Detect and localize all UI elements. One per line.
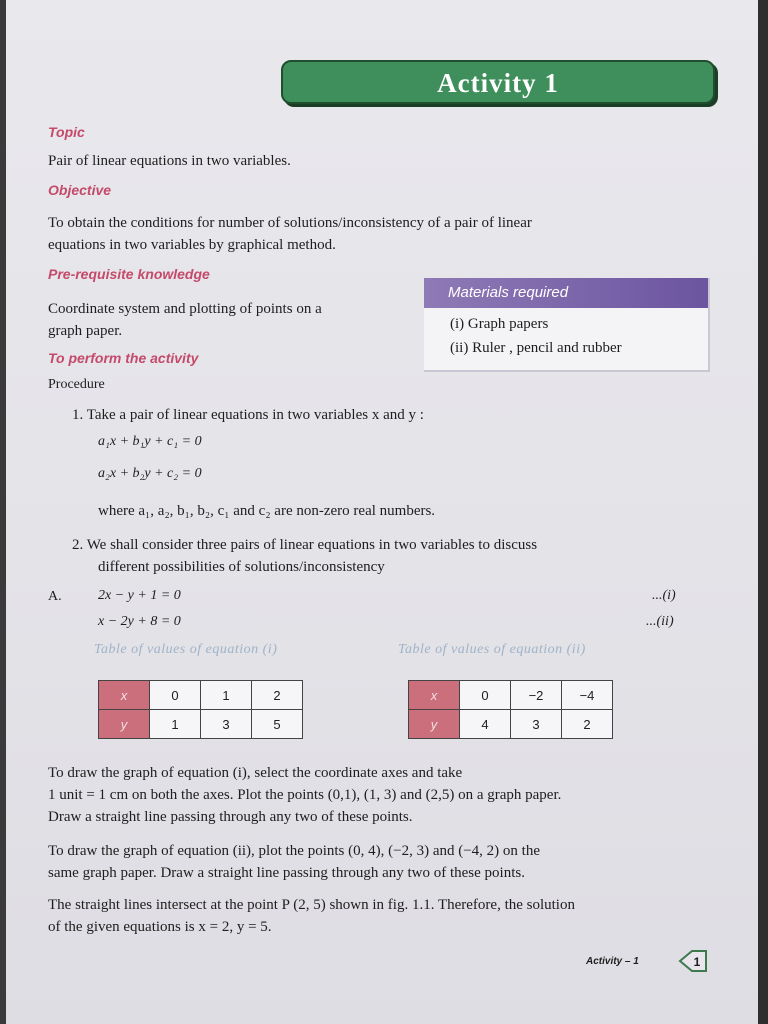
topic-text: Pair of linear equations in two variables. (48, 153, 291, 169)
objective-line-1: To obtain the conditions for number of solutions/inconsistency of a pair of linear (48, 215, 532, 231)
table-header-y: y (409, 710, 460, 739)
materials-item-2: (ii) Ruler , pencil and rubber (450, 340, 622, 356)
topic-heading: Topic (48, 124, 85, 140)
paragraph-2-line-2: same graph paper. Draw a straight line passing through any two of these points. (48, 865, 525, 881)
paragraph-3-line-2: of the given equations is x = 2, y = 5. (48, 919, 272, 935)
perform-heading: To perform the activity (48, 350, 199, 366)
table-1-caption: Table of values of equation (i) (94, 642, 278, 657)
table-2-caption: Table of values of equation (ii) (398, 642, 586, 657)
table-cell: 4 (460, 710, 511, 739)
values-table-equation-i (98, 680, 303, 739)
book-page (6, 0, 758, 1024)
table-row (409, 710, 613, 739)
page-number-badge (678, 948, 708, 974)
prerequisite-line-1: Coordinate system and plotting of points on a (48, 301, 322, 317)
table-row (99, 710, 303, 739)
paragraph-1-line-1: To draw the graph of equation (i), select the coordinate axes and take (48, 765, 463, 781)
table-cell: −4 (562, 681, 613, 710)
prerequisite-line-2: graph paper. (48, 323, 123, 339)
table-header-x: x (99, 681, 150, 710)
materials-heading: Materials required (424, 278, 708, 308)
equation-i: 2x − y + 1 = 0 (98, 588, 181, 603)
page-edge-shadow (758, 0, 768, 1024)
activity-banner (281, 60, 715, 104)
part-a-label: A. (48, 589, 62, 604)
procedure-step-2-line-1: 2. We shall consider three pairs of linear equations in two variables to discuss (72, 537, 538, 553)
table-row (409, 681, 613, 710)
table-header-x: x (409, 681, 460, 710)
equation-i-tag: ...(i) (652, 588, 676, 603)
values-table-equation-ii (408, 680, 613, 739)
activity-title: Activity 1 (437, 68, 559, 98)
table-cell: 3 (201, 710, 252, 739)
equation-ii: x − 2y + 8 = 0 (98, 614, 181, 629)
footer-activity-label: Activity – 1 (586, 956, 639, 967)
procedure-heading: Procedure (48, 377, 105, 392)
page-number: 1 (693, 955, 701, 969)
table-cell: 1 (201, 681, 252, 710)
table-cell: 2 (562, 710, 613, 739)
materials-item-1: (i) Graph papers (450, 316, 549, 332)
coefficients-note: where a₁, a₂, b₁, b₂, c₁ and c₂ are non-zero real numbers. (98, 503, 436, 519)
prerequisite-heading: Pre-requisite knowledge (48, 266, 210, 282)
objective-line-2: equations in two variables by graphical method. (48, 237, 336, 253)
procedure-step-2-line-2: different possibilities of solutions/inconsistency (98, 559, 385, 575)
equation-ii-tag: ...(ii) (646, 614, 674, 629)
table-row (99, 681, 303, 710)
table-cell: 3 (511, 710, 562, 739)
paragraph-2-line-1: To draw the graph of equation (ii), plot the points (0, 4), (−2, 3) and (−4, 2) on the (48, 843, 541, 859)
table-cell: 2 (252, 681, 303, 710)
objective-heading: Objective (48, 182, 112, 198)
general-equation-2: a₂x + b₂y + c₂ = 0 (98, 466, 202, 481)
materials-box (424, 278, 710, 372)
table-cell: 1 (150, 710, 201, 739)
table-cell: −2 (511, 681, 562, 710)
paragraph-1-line-3: Draw a straight line passing through any two of these points. (48, 809, 413, 825)
procedure-step-1: 1. Take a pair of linear equations in two variables x and y : (72, 407, 424, 423)
table-cell: 5 (252, 710, 303, 739)
general-equation-1: a₁x + b₁y + c₁ = 0 (98, 434, 202, 449)
paragraph-1-line-2: 1 unit = 1 cm on both the axes. Plot the points (0,1), (1, 3) and (2,5) on a graph paper. (48, 787, 562, 803)
table-header-y: y (99, 710, 150, 739)
paragraph-3-line-1: The straight lines intersect at the point P (2, 5) shown in fig. 1.1. Therefore, the solution (48, 897, 575, 913)
table-cell: 0 (460, 681, 511, 710)
table-cell: 0 (150, 681, 201, 710)
